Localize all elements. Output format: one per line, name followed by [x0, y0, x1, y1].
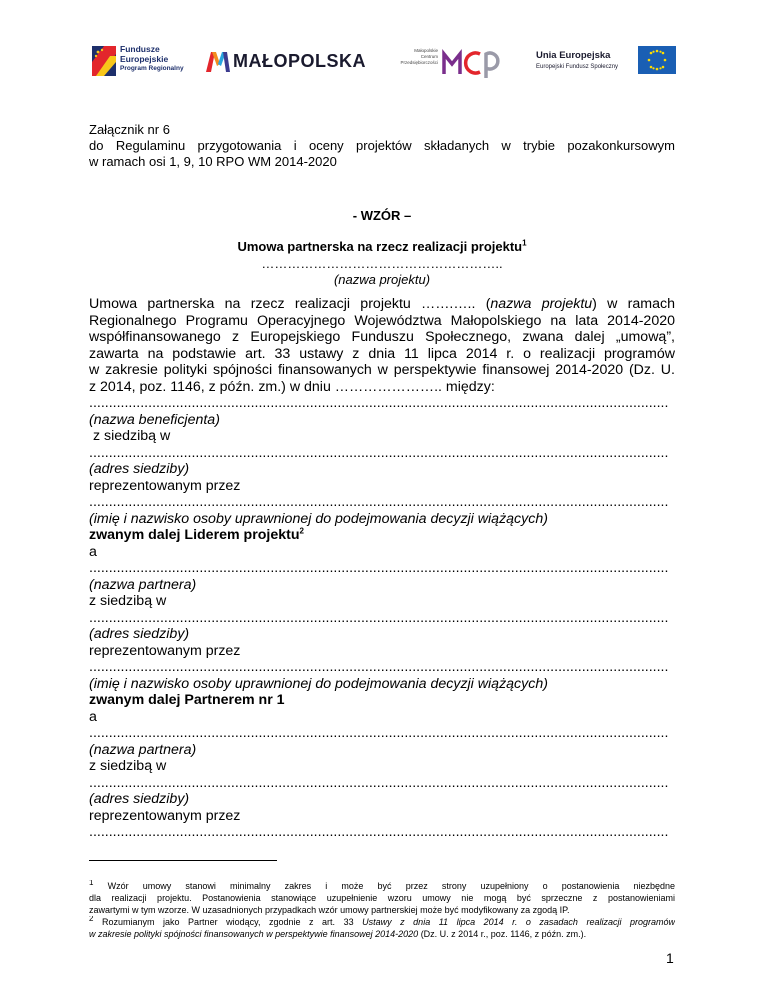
partner2-name-line: ................................................................................................................................................... [89, 725, 669, 741]
fundusze-europejskie-logo [90, 42, 200, 78]
partner1-address-hint: (adres siedziby) [89, 626, 190, 642]
fe-flag-icon [90, 42, 118, 78]
beneficiary-seat-label: z siedzibą w [89, 428, 171, 444]
malopolska-m-icon [205, 50, 231, 74]
footnote-1-line-3: zawartymi w tym wzorze. W uzasadnionych przypadkach wzór umowy partnerskiej może być modyfikowany za zgodą IP. [89, 905, 570, 915]
partner1-label: zwanym dalej Partnerem nr 1 [89, 692, 285, 708]
partner2-seat-label: z siedzibą w [89, 758, 167, 774]
footnote-2-line-2: w zakresie polityki spójności finansowanych w perspektywie finansowej 2014-2020 (Dz. U. z 2014 r., poz. 1146, z późn. zm.). [89, 929, 587, 939]
intro-line-2: Regionalnego Programu Operacyjnego Województwa Małopolskiego na lata 2014-2020 [89, 312, 675, 329]
beneficiary-represented-label: reprezentowanym przez [89, 477, 241, 494]
malopolska-wordmark: MAŁOPOLSKA [233, 51, 366, 71]
footnotes [89, 880, 675, 940]
partner1-address-line: ................................................................................................................................................... [89, 609, 669, 626]
beneficiary-name-hint: (nazwa beneficjenta) [89, 411, 220, 428]
footnote-ref-1: 1 [522, 238, 527, 248]
beneficiary-representative-line: ................................................................................................................................................... [89, 494, 669, 510]
title-dots: ……………………………………………….. [261, 256, 503, 271]
partner1-name-hint: (nazwa partnera) [89, 576, 197, 593]
eu-subtitle: Europejski Fundusz Społeczny [536, 64, 619, 70]
parties-section [89, 395, 675, 841]
page-number: 1 [666, 950, 674, 966]
intro-line-1: Umowa partnerska na rzecz realizacji projektu …….….. (nazwa projektu) w ramach [89, 296, 675, 312]
annex-header [89, 122, 675, 170]
footnote-2-line-1: $^2$ Rozumianym jako Partner wiodący, zgodnie z art. 33 Ustawy z dnia 11 lipca 2014 r. o zasadach realizacji programów [89, 916, 675, 927]
mcp-text: Małopolskie Centrum Przedsiębiorczości [400, 48, 438, 65]
footnote-separator [89, 860, 277, 861]
beneficiary-address-line: ................................................................................................................................................... [89, 444, 669, 461]
mcp-mark-icon [442, 46, 502, 80]
intro-line-4: zawarta na podstawie art. 33 ustawy z dnia 11 lipca 2014 r. o realizacji programów [89, 345, 675, 362]
beneficiary-representative-hint: (imię i nazwisko osoby uprawnionej do podejmowania decyzji wiążących) [89, 510, 548, 527]
project-name-hint: (nazwa projektu) [333, 272, 431, 287]
annex-description-1: do Regulaminu przygotowania i oceny projektów składanych w trybie pozakonkursowym [89, 138, 675, 153]
partner2-representative-line: ................................................................................................................................................... [89, 824, 669, 840]
partner1-name-line: ................................................................................................................................................... [89, 560, 669, 576]
intro-line-6: z 2014, poz. 1146, z późn. zm.) w dniu ………………….. między: [89, 378, 495, 395]
partner1-seat-label: z siedzibą w [89, 593, 167, 609]
footnote-ref-2: 2 [299, 526, 304, 536]
and-1: a [89, 543, 97, 560]
wzor-label: - WZÓR – [352, 208, 412, 223]
mcp-logo [396, 44, 506, 80]
footnote-1-line-2: dla realizacji projektu. Postanowienia stanowiące uzupełnienie wzoru umowy nie mogą być sprzeczne z postanowieniami [89, 893, 675, 903]
eu-logo [536, 46, 676, 78]
eu-title: Unia Europejska [536, 50, 611, 61]
annex-number: Załącznik nr 6 [89, 122, 170, 137]
partner2-address-line: ................................................................................................................................................... [89, 774, 669, 791]
fe-text: Fundusze Europejskie Program Regionalny [120, 44, 184, 72]
document-title: Umowa partnerska na rzecz realizacji projektu$^1$ [237, 238, 527, 254]
beneficiary-name-line: ................................................................................................................................................... [89, 395, 669, 411]
beneficiary-address-hint: (adres siedziby) [89, 461, 190, 477]
partner2-name-hint: (nazwa partnera) [89, 741, 197, 758]
leader-label: zwanym dalej Liderem projektu$^2$ [89, 526, 304, 543]
intro-line-3: współfinansowanego z Europejskiego Funduszu Społecznego, zwana dalej „umową”, [89, 329, 675, 345]
partner2-represented-label: reprezentowanym przez [89, 807, 241, 824]
partner1-representative-hint: (imię i nazwisko osoby uprawnionej do podejmowania decyzji wiążących) [89, 675, 548, 692]
partner1-representative-line: ................................................................................................................................................... [89, 659, 669, 675]
intro-line-5: w zakresie polityki spójności finansowanych w perspektywie finansowej 2014-2020 (Dz. U. [89, 362, 675, 378]
and-2: a [89, 708, 97, 725]
partner2-address-hint: (adres siedziby) [89, 791, 190, 807]
footnote-1-line-1: $^1$ Wzór umowy stanowi minimalny zakres i może być przez strony uzupełniony o postanowienia niezbędne [89, 880, 675, 891]
annex-description-2: w ramach osi 1, 9, 10 RPO WM 2014-2020 [89, 154, 337, 169]
malopolska-logo [205, 48, 375, 76]
partner1-represented-label: reprezentowanym przez [89, 642, 241, 659]
eu-flag-icon [638, 46, 676, 74]
intro-paragraph [89, 296, 675, 395]
